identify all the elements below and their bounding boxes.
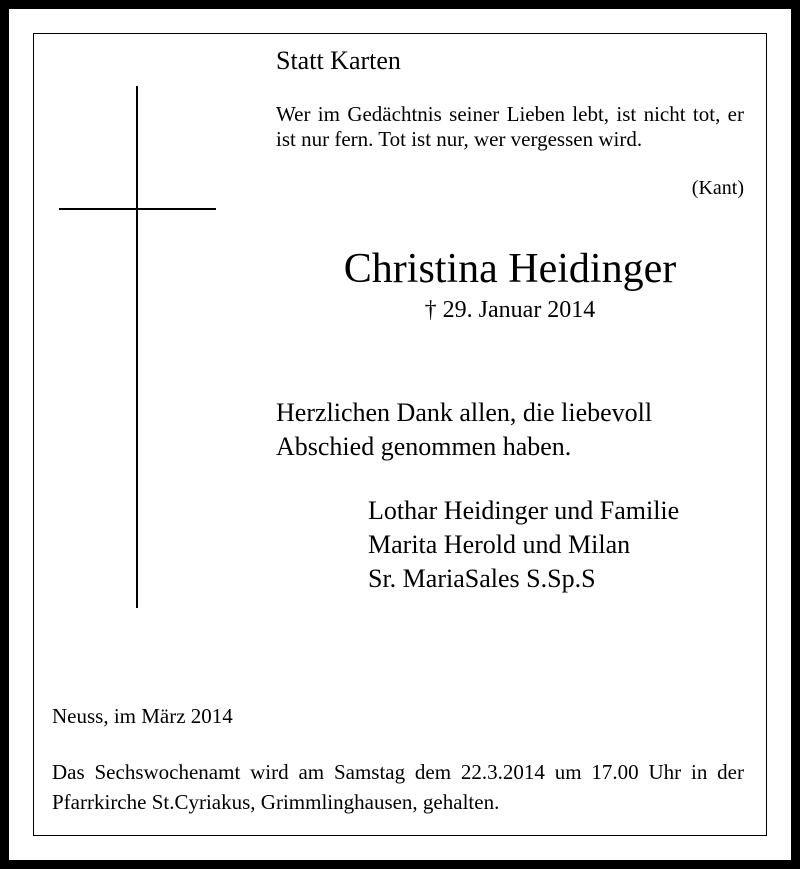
deceased-name: Christina Heidinger [343,246,677,292]
cross-vertical-bar [136,86,138,608]
signer: Sr. MariaSales S.Sp.S [368,564,596,593]
service-announcement: Das Sechswochenamt wird am Samstag dem 22.3.2014 um 17.00 Uhr in der Pfarrkirche St.Cyriakus, Grimmlinghausen, gehalten. [52,760,744,814]
signer: Lothar Heidinger und Familie [368,496,680,525]
quote-source: (Kant) [691,177,744,199]
place-date: Neuss, im März 2014 [52,704,233,728]
thanks-line: Herzlichen Dank allen, die liebevoll [276,398,653,427]
cross-horizontal-bar [59,208,216,210]
death-date: † 29. Januar 2014 [424,297,596,323]
thanks-line: Abschied genommen haben. [276,432,572,461]
memorial-quote: Wer im Gedächtnis seiner Lieben lebt, ist nicht tot, er ist nur fern. Tot ist nur, wer vergessen wird. [276,102,744,151]
signer: Marita Herold und Milan [368,530,631,559]
notice-heading: Statt Karten [276,46,401,75]
signers-list [368,494,768,596]
thanks-message [276,396,746,464]
